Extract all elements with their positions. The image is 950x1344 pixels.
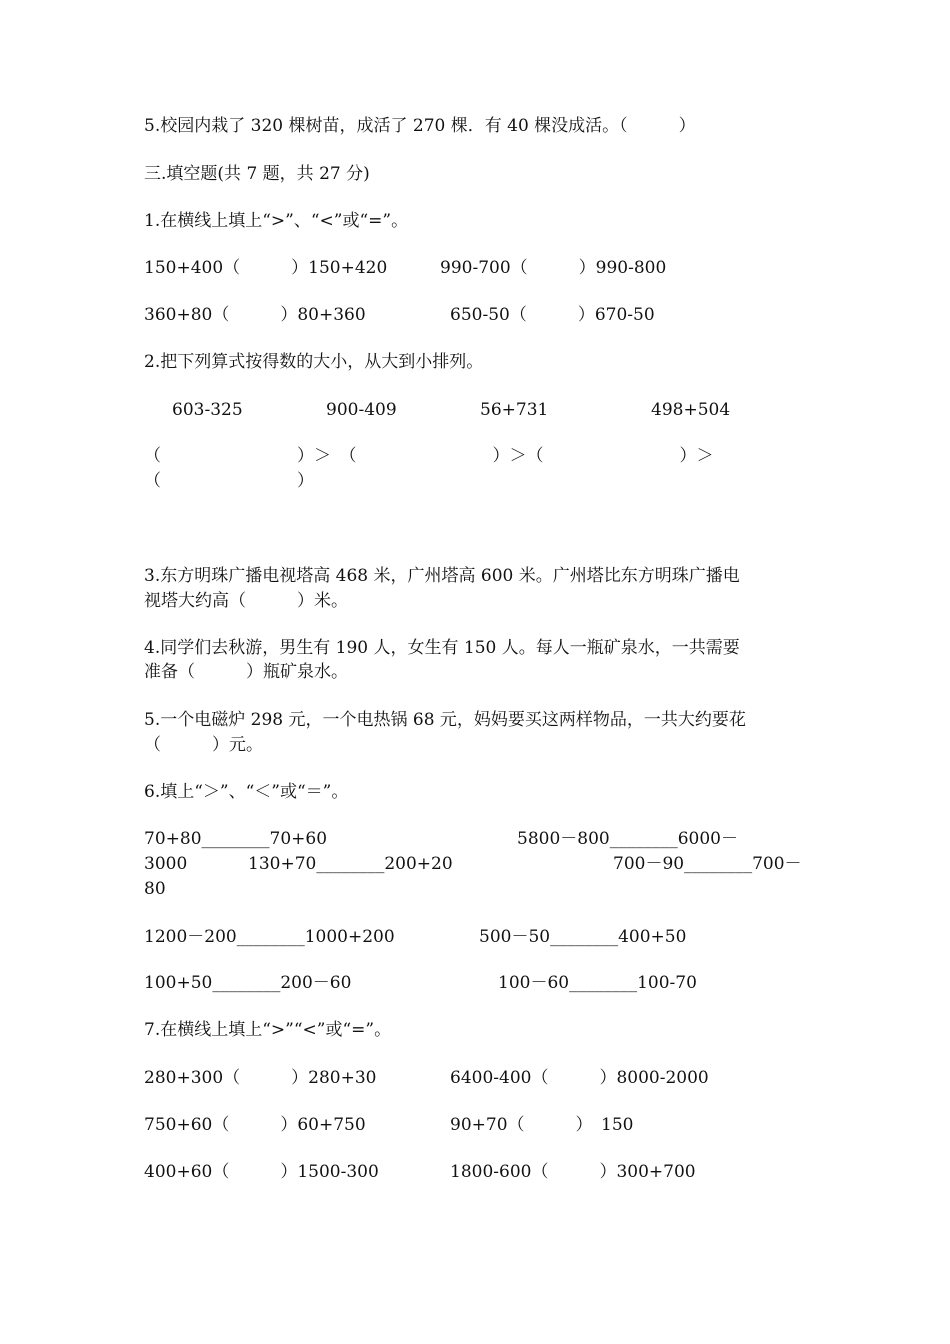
section-title: 三.填空题(共 7 题，共 27 分) (144, 164, 370, 184)
q6-prompt: 6.填上“＞”、“＜”或“＝”。 (144, 782, 349, 802)
q4-line-1: 4.同学们去秋游，男生有 190 人，女生有 150 人。每人一瓶矿泉水，一共需要 (144, 638, 740, 658)
q6-row2-middle: 130+70________200+20 (248, 854, 453, 874)
q7-prompt: 7.在横线上填上“>”“<”或“=”。 (144, 1020, 392, 1040)
q6-row2-left: 3000 (144, 854, 188, 874)
q1-row1-left: 150+400（ ）150+420 (144, 258, 388, 278)
judgment-question-5: 5.校园内栽了 320 棵树苗，成活了 270 棵．有 40 棵没成活。（ ） (144, 116, 696, 136)
q6-row4-left: 1200－200________1000+200 (144, 927, 395, 947)
q1-prompt: 1.在横线上填上“>”、“<”或“=”。 (144, 211, 409, 231)
q6-row5-right: 100－60________100-70 (498, 973, 697, 993)
q6-row5-left: 100+50________200－60 (144, 973, 352, 993)
q1-row2-right: 650-50（ ）670-50 (450, 305, 655, 325)
q7-row3-left: 400+60（ ）1500-300 (144, 1162, 379, 1182)
q6-row1-right: 5800－800________6000－ (517, 829, 738, 849)
q7-row3-right: 1800-600（ ）300+700 (450, 1162, 696, 1182)
q2-expr-1: 603-325 (172, 400, 243, 420)
q7-row2-left: 750+60（ ）60+750 (144, 1115, 366, 1135)
q3-line-1: 3.东方明珠广播电视塔高 468 米，广州塔高 600 米。广州塔比东方明珠广播电 (144, 566, 740, 586)
q7-row2-right: 90+70（ ） 150 (450, 1115, 634, 1135)
q4-line-2: 准备（ ）瓶矿泉水。 (144, 662, 348, 682)
q6-row2-right: 700－90________700－ (613, 854, 802, 874)
q5-line-1: 5.一个电磁炉 298 元，一个电热锅 68 元，妈妈要买这两样物品，一共大约要花 (144, 710, 746, 730)
q6-row3-left: 80 (144, 879, 166, 899)
q7-row1-left: 280+300（ ）280+30 (144, 1068, 377, 1088)
q6-row4-right: 500－50________400+50 (479, 927, 687, 947)
q2-answer-line-1: （ ）＞ （ ）＞（ ）＞ (144, 446, 714, 466)
q2-answer-line-2: （ ） (144, 471, 314, 491)
q7-row1-right: 6400-400（ ）8000-2000 (450, 1068, 709, 1088)
q6-row1-left: 70+80________70+60 (144, 829, 328, 849)
q1-row2-left: 360+80（ ）80+360 (144, 305, 366, 325)
q2-expr-3: 56+731 (480, 400, 549, 420)
q2-prompt: 2.把下列算式按得数的大小，从大到小排列。 (144, 352, 484, 372)
q2-expr-4: 498+504 (651, 400, 731, 420)
q2-expr-2: 900-409 (326, 400, 397, 420)
q3-line-2: 视塔大约高（ ）米。 (144, 591, 348, 611)
q5-line-2: （ ）元。 (144, 735, 263, 755)
q1-row1-right: 990-700（ ）990-800 (440, 258, 667, 278)
